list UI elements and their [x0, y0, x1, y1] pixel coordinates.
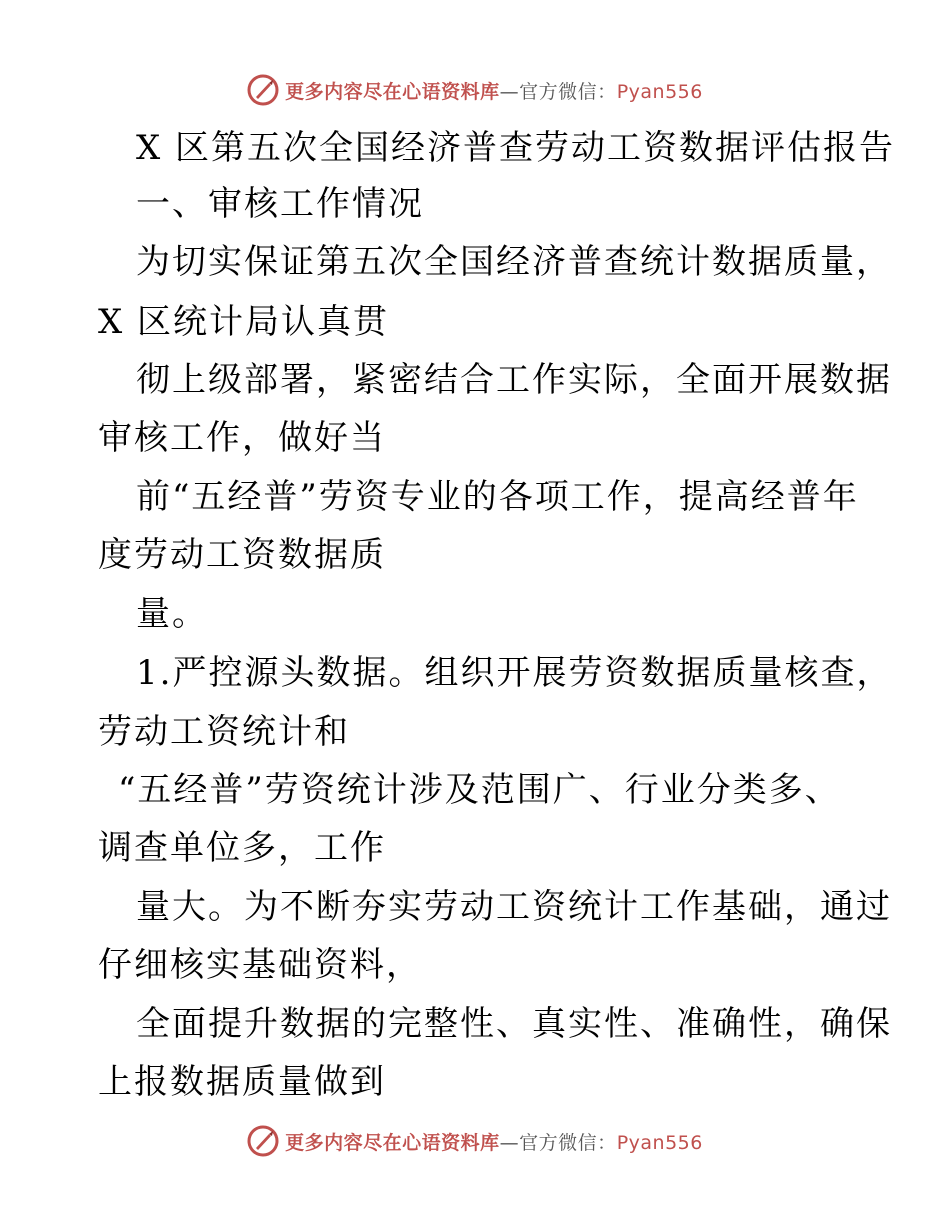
watermark-official-label: 官方微信：: [519, 1131, 617, 1154]
paragraph-line: 劳动工资统计和: [98, 712, 350, 752]
watermark-separator: —: [499, 1131, 520, 1154]
paragraph-line: 量。: [136, 594, 208, 634]
paragraph-line: 调查单位多，工作: [98, 828, 386, 868]
paragraph-line: 度劳动工资数据质: [98, 535, 386, 575]
paragraph-line: 仔细核实基础资料，: [98, 945, 422, 985]
quill-pen-logo-icon: [247, 1125, 279, 1157]
watermark-brand: 更多内容尽在心语资料库: [285, 80, 500, 103]
paragraph-line: 量大。为不断夯实劳动工资统计工作基础，通过: [136, 887, 892, 927]
section-heading: 一、审核工作情况: [136, 184, 424, 224]
paragraph-line: X 区统计局认真贯: [98, 302, 390, 342]
quill-pen-logo-icon: [247, 74, 279, 106]
paragraph-line: 审核工作，做好当: [98, 418, 386, 458]
document-title: X 区第五次全国经济普查劳动工资数据评估报告: [136, 128, 896, 168]
paragraph-line: 前“五经普”劳资专业的各项工作，提高经普年: [136, 477, 859, 517]
paragraph-line: “五经普”劳资统计涉及范围广、行业分类多、: [118, 770, 841, 810]
paragraph-line: 上报数据质量做到: [98, 1062, 386, 1102]
watermark-wechat-id: Pyan556: [616, 1131, 703, 1154]
paragraph-line: 1.严控源头数据。组织开展劳资数据质量核查，: [136, 653, 893, 693]
watermark-footer: [0, 1123, 950, 1159]
watermark-text: [285, 77, 703, 104]
paragraph-line: 全面提升数据的完整性、真实性、准确性，确保: [136, 1004, 892, 1044]
watermark-separator: —: [499, 80, 520, 103]
watermark-header: [0, 72, 950, 108]
watermark-text: [285, 1128, 703, 1155]
paragraph-line: 为切实保证第五次全国经济普查统计数据质量，: [136, 242, 892, 282]
watermark-official-label: 官方微信：: [519, 80, 617, 103]
watermark-wechat-id: Pyan556: [616, 80, 703, 103]
paragraph-line: 彻上级部署，紧密结合工作实际，全面开展数据: [136, 360, 892, 400]
watermark-brand: 更多内容尽在心语资料库: [285, 1131, 500, 1154]
